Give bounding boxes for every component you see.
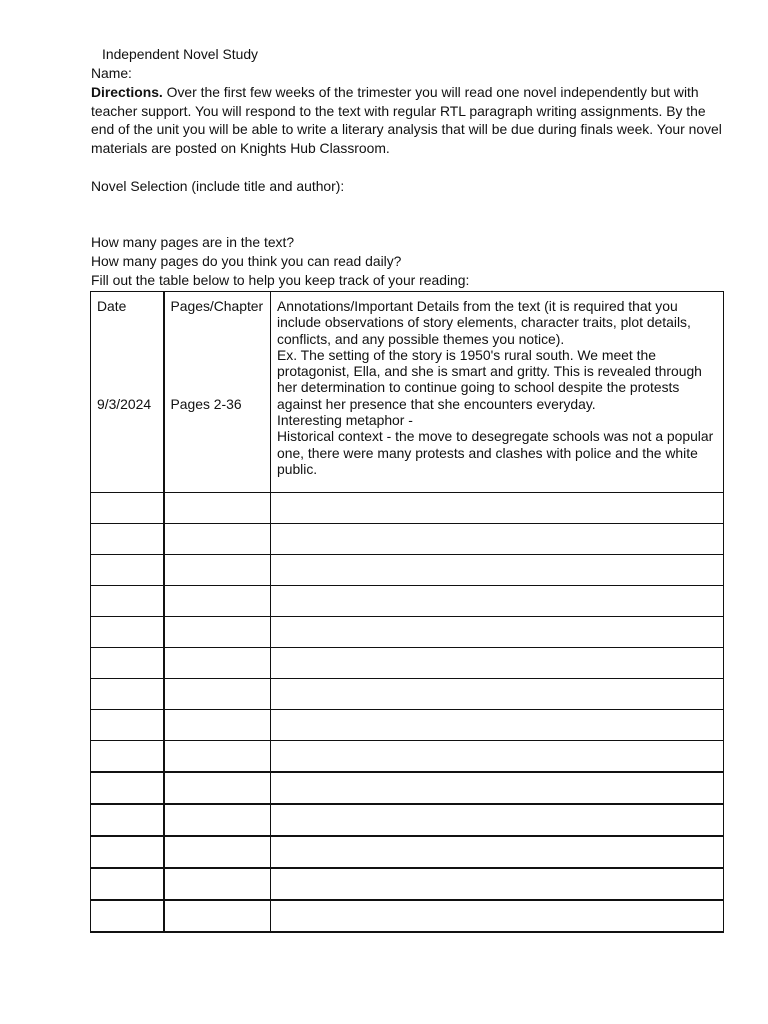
notes-entry[interactable] bbox=[271, 741, 724, 773]
pages-entry[interactable] bbox=[164, 524, 271, 555]
pages-header: Pages/Chapter bbox=[170, 298, 264, 314]
pages-entry[interactable] bbox=[164, 617, 271, 648]
table-row bbox=[91, 710, 724, 741]
pages-entry[interactable] bbox=[164, 555, 271, 586]
table-row bbox=[91, 741, 724, 773]
novel-selection-label: Novel Selection (include title and author): bbox=[91, 178, 345, 194]
table-instructions: Fill out the table below to help you keep track of your reading: bbox=[91, 272, 470, 288]
pages-entry[interactable] bbox=[164, 900, 271, 932]
notes-entry[interactable] bbox=[271, 586, 724, 617]
document-title: Independent Novel Study bbox=[102, 46, 258, 62]
date-entry[interactable] bbox=[91, 617, 164, 648]
notes-entry[interactable] bbox=[271, 679, 724, 710]
pages-entry[interactable] bbox=[164, 804, 271, 836]
table-row bbox=[91, 804, 724, 836]
notes-entry[interactable] bbox=[271, 524, 724, 555]
date-entry[interactable] bbox=[91, 710, 164, 741]
directions-label: Directions. bbox=[91, 84, 163, 100]
table-row bbox=[91, 586, 724, 617]
question-daily-pages: How many pages do you think you can read daily? bbox=[91, 253, 402, 269]
table-row bbox=[91, 868, 724, 900]
date-entry[interactable] bbox=[91, 772, 164, 804]
table-row bbox=[91, 836, 724, 868]
notes-cell bbox=[271, 292, 724, 493]
example-note-setting: Ex. The setting of the story is 1950's rural south. We meet the protagonist, Ella, and she is smart and gritty. This is revealed through her determination to continue going to school despite the protests against her presence that she encounters everyday. bbox=[277, 346, 702, 412]
pages-entry[interactable] bbox=[164, 710, 271, 741]
directions-text: Over the first few weeks of the trimester you will read one novel independently but with teacher support. You will respond to the text with regular RTL paragraph writing assignments. By the end of the unit you will be able to write a literary analysis that will be due during finals week. Your novel materials are posted on Knights Hub Classroom. bbox=[91, 84, 722, 157]
question-total-pages: How many pages are in the text? bbox=[91, 234, 295, 250]
table-row bbox=[91, 648, 724, 679]
example-pages: Pages 2-36 bbox=[170, 396, 242, 412]
pages-entry[interactable] bbox=[164, 648, 271, 679]
table-row bbox=[91, 900, 724, 932]
date-entry[interactable] bbox=[91, 648, 164, 679]
pages-entry[interactable] bbox=[164, 741, 271, 773]
date-entry[interactable] bbox=[91, 868, 164, 900]
table-row bbox=[91, 524, 724, 555]
table-row bbox=[91, 555, 724, 586]
pages-entry[interactable] bbox=[164, 836, 271, 868]
date-entry[interactable] bbox=[91, 900, 164, 932]
notes-entry[interactable] bbox=[271, 868, 724, 900]
table-row bbox=[91, 617, 724, 648]
reading-log-table bbox=[90, 291, 724, 933]
date-entry[interactable] bbox=[91, 493, 164, 524]
date-entry[interactable] bbox=[91, 741, 164, 773]
table-header-row bbox=[91, 292, 724, 493]
table-row bbox=[91, 493, 724, 524]
date-entry[interactable] bbox=[91, 679, 164, 710]
table-row bbox=[91, 772, 724, 804]
notes-entry[interactable] bbox=[271, 836, 724, 868]
notes-entry[interactable] bbox=[271, 617, 724, 648]
name-label: Name: bbox=[91, 65, 132, 81]
notes-entry[interactable] bbox=[271, 710, 724, 741]
pages-entry[interactable] bbox=[164, 586, 271, 617]
directions-paragraph bbox=[91, 83, 731, 158]
pages-entry[interactable] bbox=[164, 772, 271, 804]
pages-cell bbox=[164, 292, 271, 493]
pages-entry[interactable] bbox=[164, 679, 271, 710]
date-entry[interactable] bbox=[91, 524, 164, 555]
example-note-metaphor: Interesting metaphor - bbox=[277, 412, 413, 429]
notes-entry[interactable] bbox=[271, 555, 724, 586]
notes-header: Annotations/Important Details from the text (it is required that you include observations of story elements, character traits, plot details, conflicts, and any possible themes you notice). bbox=[277, 298, 691, 347]
date-entry[interactable] bbox=[91, 586, 164, 617]
notes-entry[interactable] bbox=[271, 772, 724, 804]
date-header: Date bbox=[97, 298, 127, 314]
date-entry[interactable] bbox=[91, 836, 164, 868]
example-note-context: Historical context - the move to desegregate schools was not a popular one, there were many protests and clashes with police and the white public. bbox=[277, 428, 714, 477]
date-entry[interactable] bbox=[91, 804, 164, 836]
example-date: 9/3/2024 bbox=[97, 396, 152, 412]
notes-entry[interactable] bbox=[271, 804, 724, 836]
table-row bbox=[91, 679, 724, 710]
pages-entry[interactable] bbox=[164, 493, 271, 524]
notes-entry[interactable] bbox=[271, 493, 724, 524]
notes-entry[interactable] bbox=[271, 900, 724, 932]
date-entry[interactable] bbox=[91, 555, 164, 586]
date-cell bbox=[91, 292, 164, 493]
pages-entry[interactable] bbox=[164, 868, 271, 900]
notes-entry[interactable] bbox=[271, 648, 724, 679]
